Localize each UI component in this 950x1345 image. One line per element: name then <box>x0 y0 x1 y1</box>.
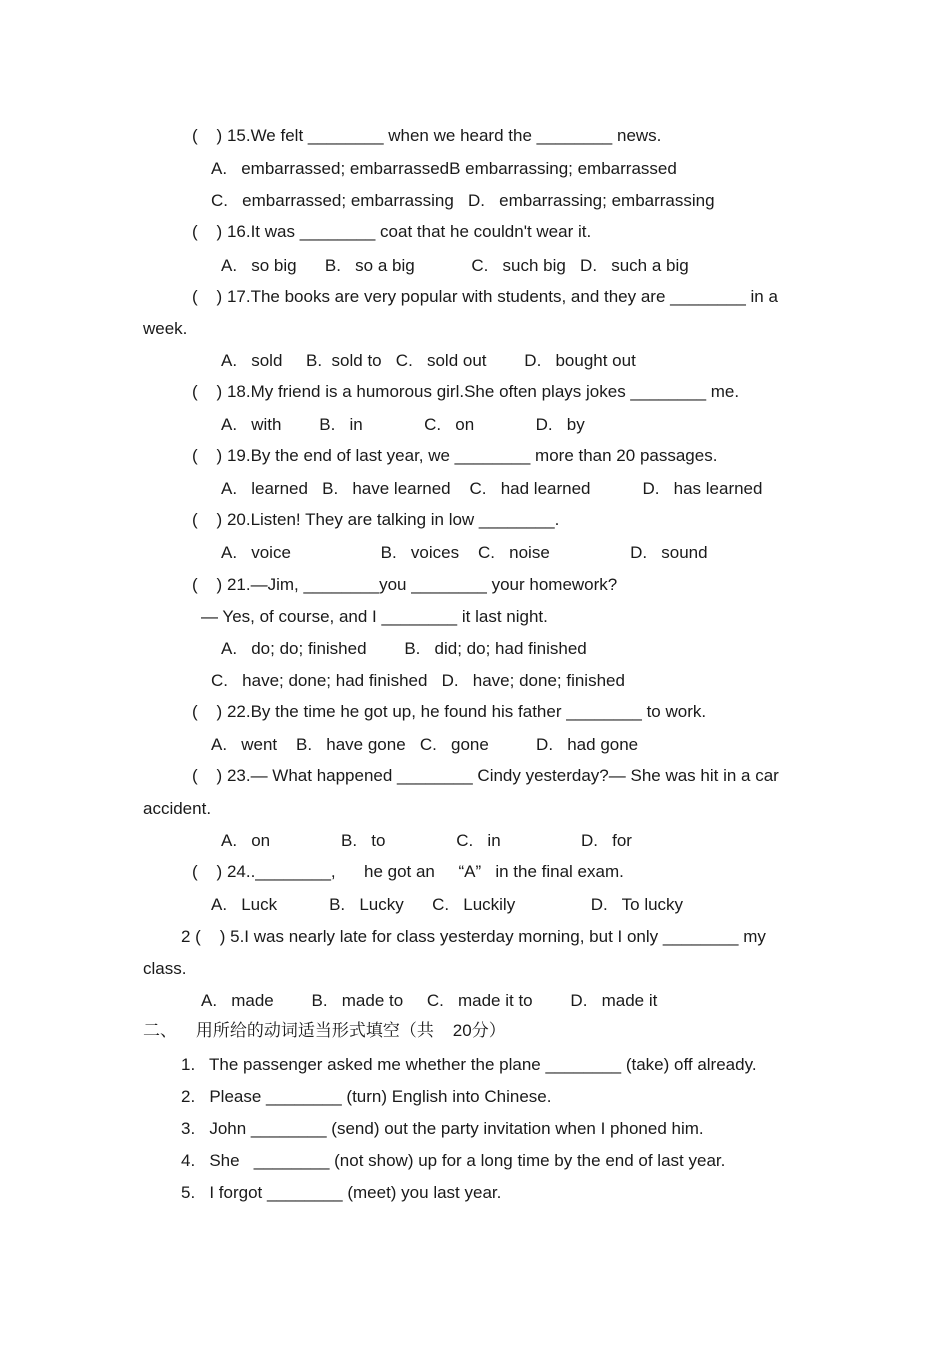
q21-options-1: A. do; do; finished B. did; do; had finished <box>221 639 587 658</box>
q25-stem: 2 ( ) 5.I was nearly late for class yesterday morning, but I only ________ my <box>181 927 766 946</box>
q22-stem: ( ) 22.By the time he got up, he found his father ________ to work. <box>192 702 707 721</box>
q15-options-2: C. embarrassed; embarrassing D. embarrassing; embarrassing <box>211 191 715 210</box>
q21-reply: — Yes, of course, and I ________ it last night. <box>201 607 548 626</box>
q21-stem: ( ) 21.—Jim, ________you ________ your homework? <box>192 575 618 594</box>
q18-options: A. with B. in C. on D. by <box>221 415 585 434</box>
section-2-heading: 二、 用所给的动词适当形式填空（共 20分） <box>143 1021 506 1040</box>
fill-item-5: 5. I forgot ________ (meet) you last year. <box>181 1183 502 1202</box>
q20-stem: ( ) 20.Listen! They are talking in low ________. <box>192 510 560 529</box>
q17-stem: ( ) 17.The books are very popular with students, and they are ________ in a <box>192 287 778 306</box>
q23-stem-cont: accident. <box>143 799 212 818</box>
q17-stem-cont: week. <box>143 319 188 338</box>
q21-options-2: C. have; done; had finished D. have; done; finished <box>211 671 625 690</box>
q15-stem: ( ) 15.We felt ________ when we heard the ________ news. <box>192 126 662 145</box>
q25-options: A. made B. made to C. made it to D. made it <box>201 991 658 1010</box>
q19-stem: ( ) 19.By the end of last year, we ________ more than 20 passages. <box>192 446 718 465</box>
q15-options-1: A. embarrassed; embarrassedB embarrassing; embarrassed <box>211 159 677 178</box>
q24-stem: ( ) 24..________, he got an “A” in the final exam. <box>192 862 624 881</box>
q20-options: A. voice B. voices C. noise D. sound <box>221 543 708 562</box>
q19-options: A. learned B. have learned C. had learned D. has learned <box>221 479 763 498</box>
q22-options: A. went B. have gone C. gone D. had gone <box>211 735 639 754</box>
q25-stem-cont: class. <box>143 959 187 978</box>
fill-item-1: 1. The passenger asked me whether the plane ________ (take) off already. <box>181 1055 757 1074</box>
fill-item-4: 4. She ________ (not show) up for a long time by the end of last year. <box>181 1151 726 1170</box>
q16-stem: ( ) 16.It was ________ coat that he couldn't wear it. <box>192 222 592 241</box>
fill-item-3: 3. John ________ (send) out the party invitation when I phoned him. <box>181 1119 704 1138</box>
q18-stem: ( ) 18.My friend is a humorous girl.She often plays jokes ________ me. <box>192 382 740 401</box>
q16-options: A. so big B. so a big C. such big D. such a big <box>221 256 689 275</box>
q23-options: A. on B. to C. in D. for <box>221 831 632 850</box>
fill-item-2: 2. Please ________ (turn) English into Chinese. <box>181 1087 552 1106</box>
q24-options: A. Luck B. Lucky C. Luckily D. To lucky <box>211 895 684 914</box>
q23-stem: ( ) 23.— What happened ________ Cindy yesterday?— She was hit in a car <box>192 766 779 785</box>
q17-options: A. sold B. sold to C. sold out D. bought out <box>221 351 636 370</box>
